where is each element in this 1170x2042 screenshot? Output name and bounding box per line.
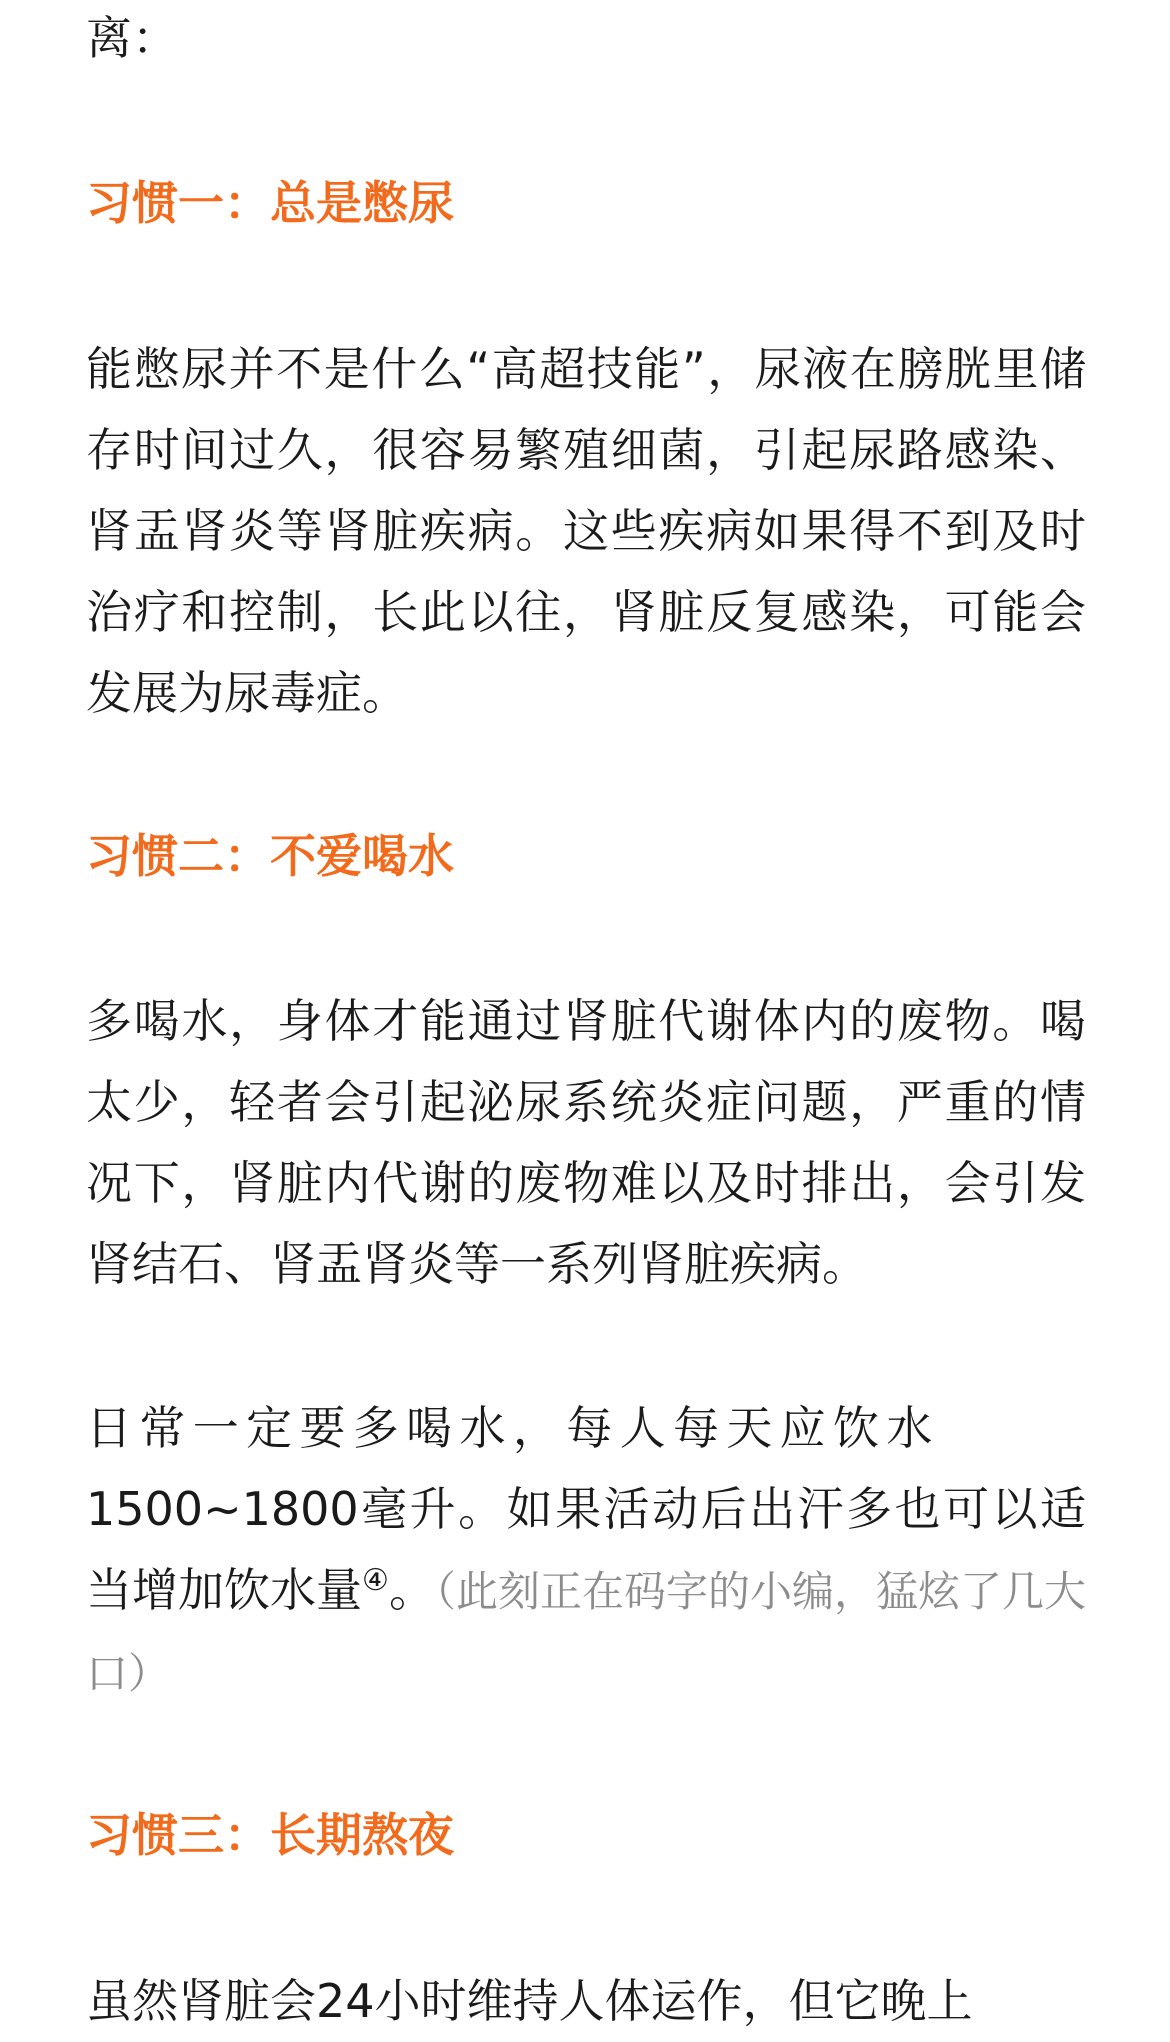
intro-tail-text: 离：: [86, 11, 178, 65]
advice-line-2-wrap: [86, 1469, 1086, 1714]
editor-aside-note: （此刻正在码字的小编，猛炫了几大口）: [86, 1567, 1087, 1698]
advice-line-2: 1500~1800毫升。如果活动后出汗多也可以适当增加饮水量: [86, 1482, 1086, 1617]
habit-3-heading: 习惯三：长期熬夜: [86, 1808, 454, 1862]
habit-1-paragraph: 能憋尿并不是什么“高超技能”，尿液在膀胱里储存时间过久，很容易繁殖细菌，引起尿路感染、肾盂肾炎等肾脏疾病。这些疾病如果得不到及时治疗和控制，长此以往，肾脏反复感染，可能会发展为尿毒症。: [86, 342, 1086, 720]
habit-2-paragraph: 多喝水，身体才能通过肾脏代谢体内的废物。喝太少，轻者会引起泌尿系统炎症问题，严重的情况下，肾脏内代谢的废物难以及时排出，会引发肾结石、肾盂肾炎等一系列肾脏疾病。: [86, 994, 1086, 1291]
advice-period: 。: [388, 1563, 435, 1617]
habit-2-heading: 习惯二：不爱喝水: [86, 829, 454, 883]
habit-2-advice-paragraph: [86, 1388, 1086, 1714]
advice-line-1: 日常一定要多喝水，每人每天应饮水: [86, 1401, 940, 1455]
footnote-ref-4[interactable]: ④: [362, 1563, 389, 1598]
habit-1-heading: 习惯一：总是憋尿: [86, 176, 454, 230]
habit-3-paragraph: 虽然肾脏会24小时维持人体运作，但它晚上: [86, 1974, 973, 2028]
